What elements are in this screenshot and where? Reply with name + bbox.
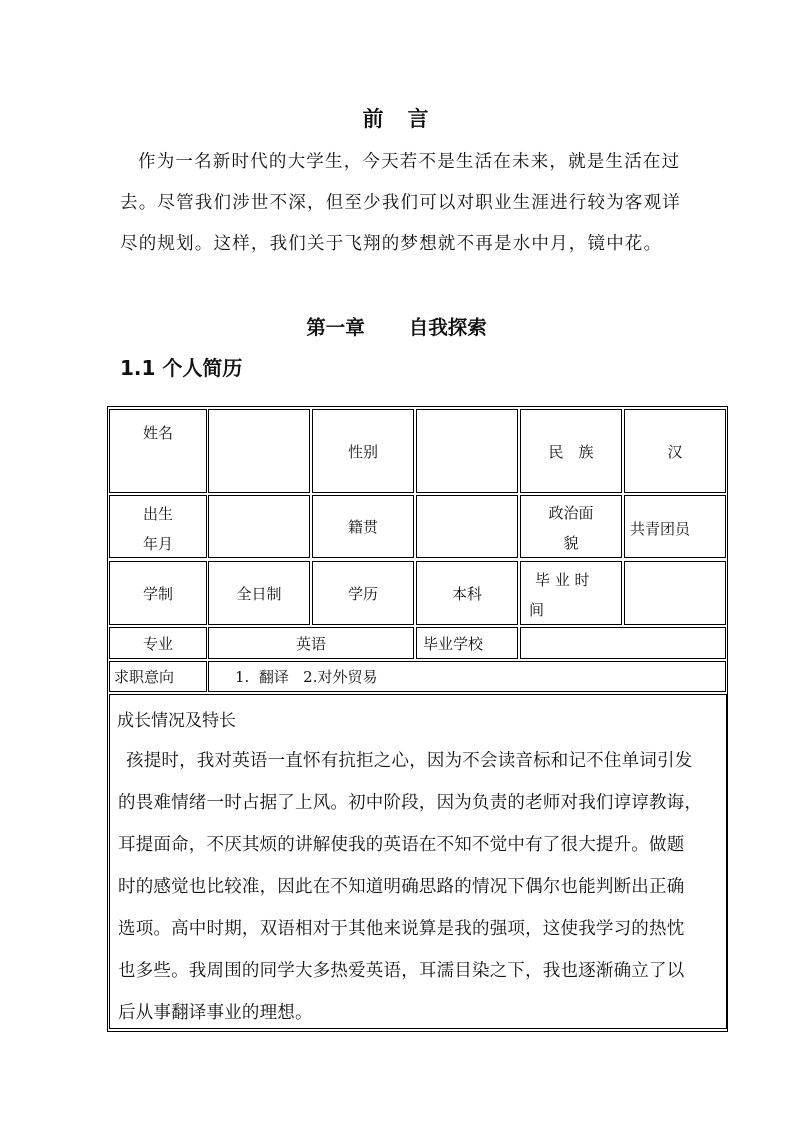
- native-place-value-cell[interactable]: [416, 495, 518, 558]
- growth-line-4: 时的感觉也比较准，因此在不知道明确思路的情况下偶尔也能判断出正确: [118, 877, 685, 897]
- growth-section: [109, 694, 727, 1029]
- gender-label-cell: 性别: [312, 409, 414, 493]
- section-heading: 1.1 个人简历: [120, 356, 243, 380]
- school-label-cell: 毕业学校: [416, 627, 518, 659]
- name-label-cell: [109, 409, 207, 493]
- job-intent-label-cell: 求职意向: [109, 661, 207, 692]
- graduation-time-label-line-2: 间: [529, 601, 545, 619]
- degree-value-cell[interactable]: 本科: [416, 561, 518, 625]
- birth-label-cell: [109, 495, 207, 558]
- chapter-title: 自我探索: [408, 316, 487, 339]
- degree-label-cell: 学历: [312, 561, 414, 625]
- study-system-label-cell: 学制: [109, 561, 207, 625]
- chapter-number: 第一章: [306, 316, 365, 339]
- chapter-heading: [0, 312, 793, 340]
- graduation-time-value-cell[interactable]: [624, 561, 726, 625]
- study-system-value-cell[interactable]: 全日制: [208, 561, 310, 625]
- preface-heading: [0, 103, 793, 133]
- preface-line-3: 尽的规划。这样，我们关于飞翔的梦想就不再是水中月，镜中花。: [120, 234, 663, 254]
- preface-heading-part-1: 前: [362, 107, 386, 131]
- graduation-time-label-line-1: 毕 业 时: [535, 571, 590, 589]
- political-label-line-1: 政治面: [548, 504, 594, 522]
- growth-line-7: 后从事翻译事业的理想。: [118, 1003, 313, 1023]
- job-intent-value-cell[interactable]: 1. 翻译 2.对外贸易: [208, 661, 726, 692]
- political-status-value-cell[interactable]: 共青团员: [624, 495, 726, 558]
- growth-line-3: 耳提面命，不厌其烦的讲解使我的英语在不知不觉中有了很大提升。做题: [118, 835, 685, 855]
- growth-line-5: 选项。高中时期，双语相对于其他来说算是我的强项，这使我学习的热忱: [118, 919, 685, 939]
- graduation-time-label-cell: [520, 561, 622, 625]
- growth-line-6: 也多些。我周围的同学大多热爱英语，耳濡目染之下，我也逐渐确立了以: [118, 961, 685, 981]
- ethnicity-label-cell: 民 族: [520, 409, 622, 493]
- major-value-cell[interactable]: 英语: [208, 627, 414, 659]
- political-label-line-2: 貌: [563, 534, 579, 552]
- growth-section-title: 成长情况及特长: [117, 711, 236, 731]
- birth-value-cell[interactable]: [208, 495, 310, 558]
- preface-heading-part-2: 言: [407, 107, 431, 131]
- preface-line-1: 作为一名新时代的大学生，今天若不是生活在未来，就是生活在过: [138, 152, 681, 172]
- school-value-cell[interactable]: [520, 627, 726, 659]
- gender-value-cell[interactable]: [416, 409, 518, 493]
- political-status-label-cell: [520, 495, 622, 558]
- native-place-label-cell: 籍贯: [312, 495, 414, 558]
- name-value-cell[interactable]: [208, 409, 310, 493]
- preface-line-2: 去。尽管我们涉世不深，但至少我们可以对职业生涯进行较为客观详: [120, 193, 681, 213]
- ethnicity-value-cell[interactable]: 汉: [624, 409, 726, 493]
- name-label: 姓名: [142, 424, 173, 442]
- growth-line-1: 孩提时，我对英语一直怀有抗拒之心，因为不会读音标和记不住单词引发: [126, 751, 693, 771]
- birth-label-line-2: 年月: [142, 535, 173, 553]
- growth-line-2: 的畏难情绪一时占据了上风。初中阶段，因为负责的老师对我们谆谆教诲，: [118, 793, 703, 813]
- major-label-cell: 专业: [109, 627, 207, 659]
- birth-label-line-1: 出生: [142, 505, 173, 523]
